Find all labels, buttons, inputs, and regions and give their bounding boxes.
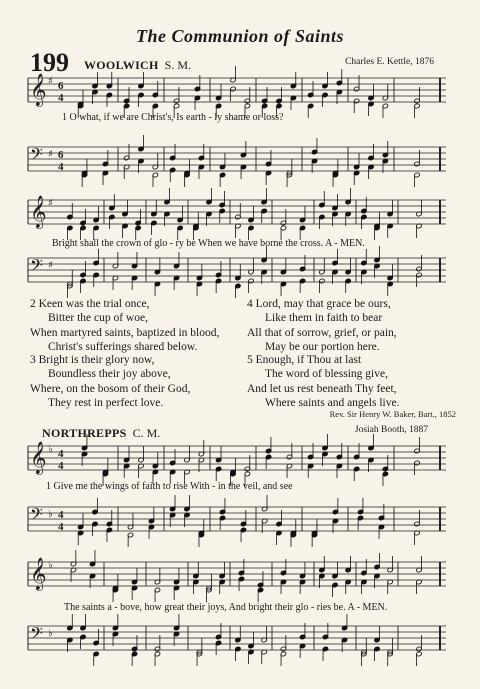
flat-icon: ♭ (48, 444, 53, 455)
time-signature: 4 (58, 161, 64, 173)
sharp-icon: ♯ (48, 76, 53, 87)
tune-header (42, 424, 160, 442)
hymn-number: 199 (30, 48, 69, 77)
music-staff-treble (28, 196, 446, 230)
page-title: The Communion of Saints (135, 26, 345, 46)
bass-clef-icon: 𝄢 (30, 144, 43, 168)
treble-clef-icon: 𝄞 (30, 73, 47, 106)
music-staff-bass (28, 143, 446, 177)
flat-icon: ♭ (48, 509, 53, 520)
tune-name: WOOLWICH (84, 58, 159, 72)
bass-clef-icon: 𝄢 (30, 623, 43, 647)
author-credit: Rev. Sir Henry W. Baker, Bart., 1852 (329, 409, 456, 419)
bass-clef-icon: 𝄢 (30, 504, 43, 528)
music-staff-bass (28, 503, 446, 537)
flat-icon: ♭ (48, 628, 53, 639)
composer: Charles E. Kettle, 1876 (345, 57, 434, 67)
meter: C. M. (132, 426, 161, 440)
tune-header (84, 56, 191, 74)
lyric-line: 1 Give me the wings of faith to rise With - in the veil, and see (46, 481, 293, 492)
sharp-icon: ♯ (48, 260, 53, 271)
bass-clef-icon: 𝄢 (30, 255, 43, 279)
verse-3: 3 Bright is their glory now, Boundless their joy above, Where, on the bosom of their God, They rest in perfect love. (30, 354, 191, 409)
tune-name: NORTHREPPS (42, 426, 127, 440)
verse-2: 2 Keen was the trial once, Bitter the cup of woe, When martyred saints, baptized in blood, Christ's sufferings shared below. (30, 298, 220, 353)
composer: Josiah Booth, 1887 (354, 425, 428, 435)
sharp-icon: ♯ (48, 198, 53, 209)
time-signature: 4 (58, 460, 64, 472)
time-signature: 4 (58, 521, 64, 533)
time-signature: 6 (58, 80, 64, 92)
music-staff-bass (28, 254, 446, 288)
meter: S. M. (164, 58, 191, 72)
lyric-line: Bright shall the crown of glo - ry be When we have borne the cross. A - MEN. (52, 238, 365, 249)
lyric-line: The saints a - bove, how great their joys, And bright their glo - ries be. A - MEN. (64, 602, 388, 613)
time-signature: 4 (58, 92, 64, 104)
time-signature: 4 (58, 448, 64, 460)
verse-5: 5 Enough, if Thou at last The word of blessing give, And let us rest beneath Thy feet, Where saints and angels live. (247, 354, 400, 409)
music-staff-treble (28, 558, 446, 592)
music-staff-bass (28, 622, 446, 656)
verse-4: 4 Lord, may that grace be ours, Like them in faith to bear All that of sorrow, grief, or pain, May be our portion here. (247, 298, 397, 353)
time-signature: 4 (58, 509, 64, 521)
treble-clef-icon: 𝄞 (30, 195, 47, 228)
treble-clef-icon: 𝄞 (30, 557, 47, 590)
sharp-icon: ♯ (48, 149, 53, 160)
time-signature: 6 (58, 149, 64, 161)
flat-icon: ♭ (48, 560, 53, 571)
lyric-line: 1 O what, if we are Christ's, Is earth - ly shame or loss? (62, 112, 284, 123)
treble-clef-icon: 𝄞 (30, 441, 47, 474)
music-staff-treble (28, 74, 446, 108)
music-staff-treble (28, 442, 446, 476)
